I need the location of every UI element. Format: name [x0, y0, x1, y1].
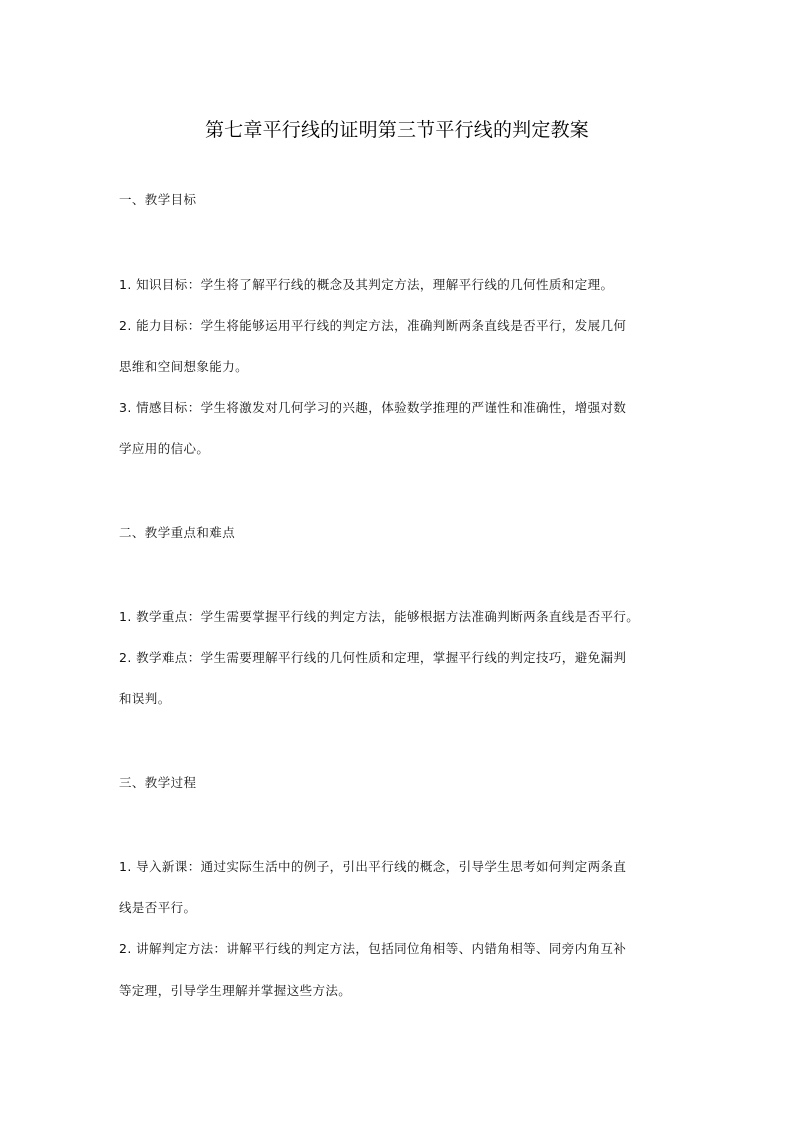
document-title: 第七章平行线的证明第三节平行线的判定教案	[204, 118, 589, 141]
objective-line-ability: 2. 能力目标：学生将能够运用平行线的判定方法，准确判断两条直线是否平行，发展几何	[119, 318, 627, 333]
process-line-methods: 2. 讲解判定方法：讲解平行线的判定方法，包括同位角相等、内错角相等、同旁内角互补	[119, 941, 627, 956]
objective-line-emotion-continued: 学应用的信心。	[119, 441, 210, 456]
section-heading-key-points: 二、教学重点和难点	[119, 525, 236, 540]
section-heading-objectives: 一、教学目标	[119, 192, 197, 207]
process-line-methods-continued: 等定理，引导学生理解并掌握这些方法。	[119, 983, 352, 998]
objective-line-knowledge: 1. 知识目标：学生将了解平行线的概念及其判定方法，理解平行线的几何性质和定理。	[119, 277, 614, 292]
key-point-line: 1. 教学重点：学生需要掌握平行线的判定方法，能够根据方法准确判断两条直线是否平行。	[119, 609, 640, 624]
objective-line-emotion: 3. 情感目标：学生将激发对几何学习的兴趣，体验数学推理的严谨性和准确性，增强对数	[119, 400, 627, 415]
process-line-introduction-continued: 线是否平行。	[119, 900, 197, 915]
difficulty-line: 2. 教学难点：学生需要理解平行线的几何性质和定理，掌握平行线的判定技巧，避免漏判	[119, 650, 627, 665]
difficulty-line-continued: 和误判。	[119, 691, 171, 706]
section-heading-process: 三、教学过程	[119, 775, 197, 790]
objective-line-ability-continued: 思维和空间想象能力。	[119, 359, 249, 374]
process-line-introduction: 1. 导入新课：通过实际生活中的例子，引出平行线的概念，引导学生思考如何判定两条直	[119, 859, 627, 874]
